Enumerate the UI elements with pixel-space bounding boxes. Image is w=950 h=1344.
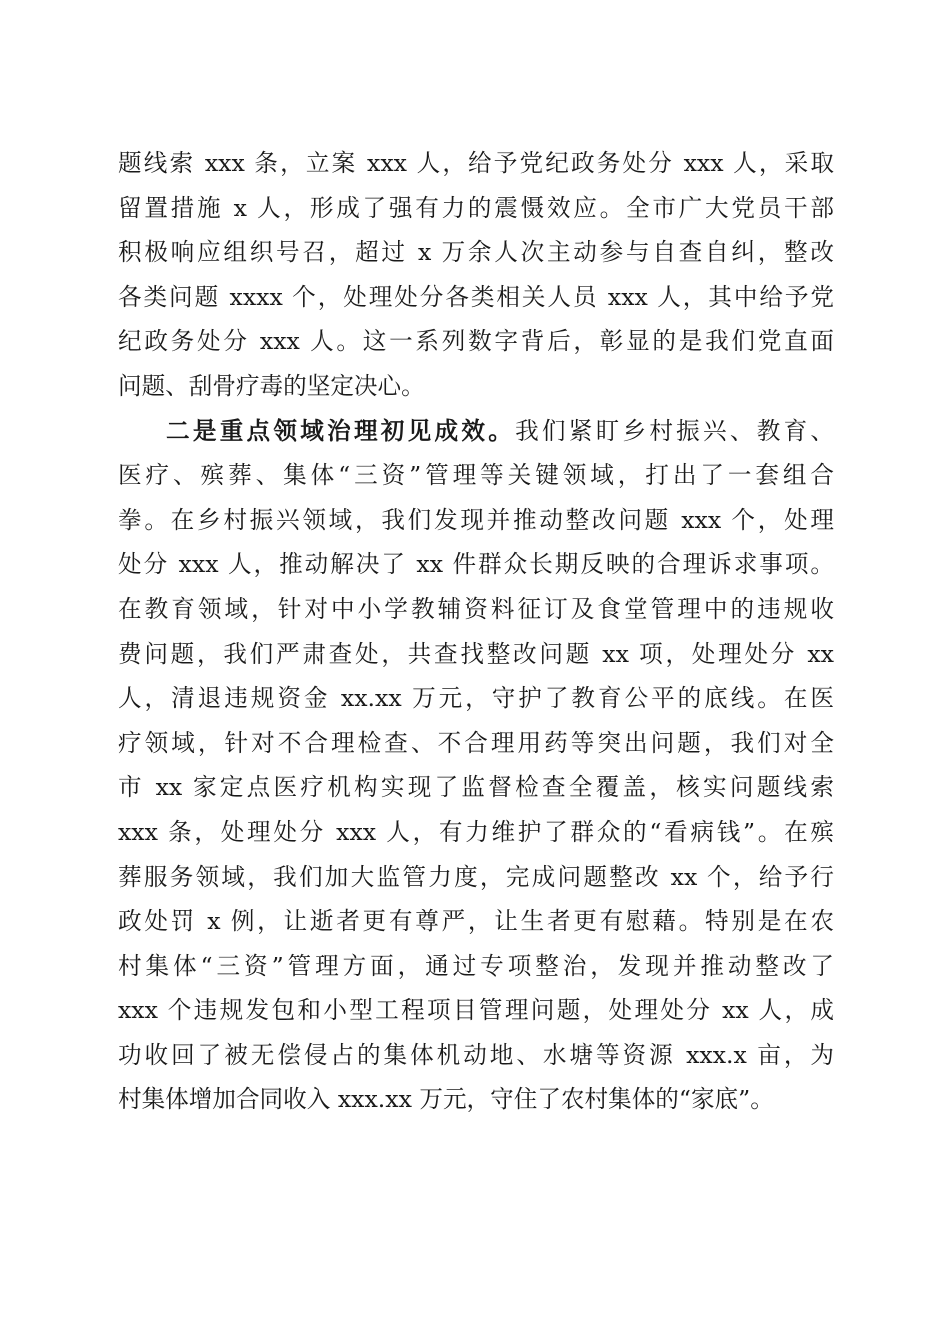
text-line: 纪政务处分 xxx 人。这一系列数字背后，彰显的是我们党直面: [118, 327, 834, 356]
text-line: 积极响应组织号召，超过 x 万余人次主动参与自查自纠，整改: [118, 238, 834, 267]
paragraph-heading: 二是重点领域治理初见成效。: [166, 416, 516, 445]
text-line: 政处罚 x 例，让逝者更有尊严，让生者更有慰藉。特别是在农: [118, 907, 834, 936]
text-line: 村集体“三资”管理方面，通过专项整治，发现并推动整改了: [118, 951, 834, 980]
text-line: 市 xx 家定点医疗机构实现了监督检查全覆盖，核实问题线索: [118, 773, 834, 802]
text-line: 留置措施 x 人，形成了强有力的震慑效应。全市广大党员干部: [118, 193, 834, 222]
text-line: xxx 条，处理处分 xxx 人，有力维护了群众的“看病钱”。在殡: [118, 817, 834, 846]
text-line: 拳。在乡村振兴领域，我们发现并推动整改问题 xxx 个，处理: [118, 505, 834, 534]
paragraph-discipline-results: [118, 141, 834, 409]
text-line: 疗领域，针对不合理检查、不合理用药等突出问题，我们对全: [118, 728, 834, 757]
text-line: 费问题，我们严肃查处，共查找整改问题 xx 项，处理处分 xx: [118, 639, 834, 668]
paragraph-first-line: [118, 409, 834, 454]
text-line: 医疗、殡葬、集体“三资”管理等关键领域，打出了一套组合: [118, 461, 834, 490]
text-line: 人，清退违规资金 xx.xx 万元，守护了教育公平的底线。在医: [118, 684, 834, 713]
text-line: 在教育领域，针对中小学教辅资料征订及食堂管理中的违规收: [118, 594, 834, 623]
paragraph-key-areas: [118, 409, 834, 1123]
text-line: 村集体增加合同收入 xxx.xx 万元，守住了农村集体的“家底”。: [118, 1085, 774, 1114]
text-line: xxx 个违规发包和小型工程项目管理问题，处理处分 xx 人，成: [118, 996, 834, 1025]
text-line: 问题、刮骨疗毒的坚定决心。: [118, 371, 425, 400]
paragraph-first-line-text: 我们紧盯乡村振兴、教育、: [515, 416, 835, 445]
text-line: 各类问题 xxxx 个，处理处分各类相关人员 xxx 人，其中给予党: [118, 282, 834, 311]
text-line: 功收回了被无偿侵占的集体机动地、水塘等资源 xxx.x 亩，为: [118, 1040, 834, 1069]
document-body: [118, 141, 834, 1122]
text-line: 题线索 xxx 条，立案 xxx 人，给予党纪政务处分 xxx 人，采取: [118, 149, 834, 177]
text-line: 葬服务领域，我们加大监管力度，完成问题整改 xx 个，给予行: [118, 862, 834, 891]
text-line: 处分 xxx 人，推动解决了 xx 件群众长期反映的合理诉求事项。: [118, 550, 834, 579]
